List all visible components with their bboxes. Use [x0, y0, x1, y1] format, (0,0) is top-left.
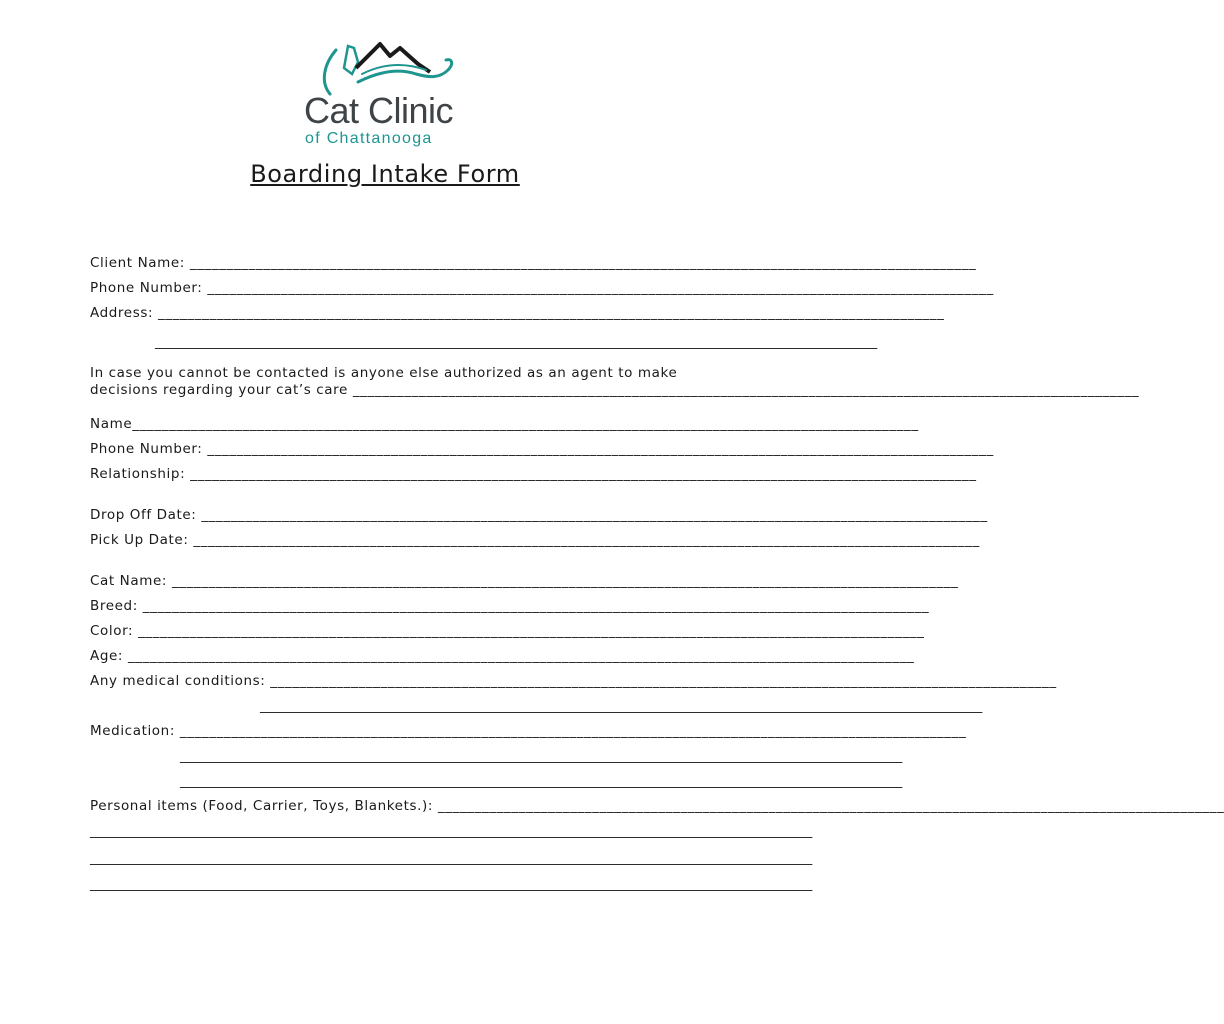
blank-line: ___________________________________________________________________________________________________________ [189, 255, 977, 271]
cat-mountain-logo-icon [318, 38, 458, 98]
age-field[interactable] [90, 647, 915, 665]
color-label: Color: [90, 623, 139, 639]
blank-line: ___________________________________________________________________________________________________________ [207, 441, 994, 457]
blank-line: ___________________________________________________________________________________________________________ [171, 573, 959, 589]
agent-question-line1: In case you cannot be contacted is anyone else authorized as an agent to make [90, 365, 678, 381]
color-field[interactable] [90, 622, 925, 640]
drop-off-date-field[interactable] [90, 506, 988, 524]
medical-conditions-field[interactable] [90, 672, 1057, 690]
blank-line: ___________________________________________________________________________________________________________ [127, 648, 915, 664]
breed-field[interactable] [90, 597, 930, 615]
blank-line: ___________________________________________________________________________________________________________ [179, 723, 967, 739]
blank-line: ___________________________________________________________________________________________________________ [158, 305, 945, 321]
medication-field-line3[interactable] [180, 772, 903, 790]
blank-line: ___________________________________________________________________________________________________________ [90, 850, 813, 866]
medication-field[interactable] [90, 722, 967, 740]
agent-phone-field[interactable] [90, 440, 994, 458]
blank-line: ___________________________________________________________________________________________________________ [180, 748, 903, 764]
personal-items-field-line3[interactable] [90, 849, 813, 867]
cat-name-field[interactable] [90, 572, 959, 590]
medical-conditions-field-line2[interactable] [260, 697, 983, 715]
agent-relationship-label: Relationship: [90, 466, 191, 482]
blank-line: ___________________________________________________________________________________________________________ [270, 673, 1057, 689]
medication-label: Medication: [90, 723, 180, 739]
blank-line: ___________________________________________________________________________________________________________ [132, 416, 919, 432]
blank-line: ___________________________________________________________________________________________________________ [180, 773, 903, 789]
client-phone-label: Phone Number: [90, 280, 208, 296]
medication-field-line2[interactable] [180, 747, 903, 765]
client-address-field-line2[interactable] [155, 333, 878, 351]
blank-line: ___________________________________________________________________________________________________________ [201, 507, 988, 523]
blank-line: ___________________________________________________________________________________________________________ [352, 382, 1140, 398]
logo-location: of Chattanooga [305, 130, 433, 147]
agent-name-label: Name [90, 416, 133, 432]
client-phone-field[interactable] [90, 279, 994, 297]
cat-name-label: Cat Name: [90, 573, 172, 589]
form-title: Boarding Intake Form [250, 160, 520, 188]
blank-line: ___________________________________________________________________________________________________________ [207, 280, 994, 296]
age-label: Age: [90, 648, 128, 664]
blank-line: ___________________________________________________________________________________________________________ [155, 334, 878, 350]
agent-question [90, 364, 677, 382]
pick-up-date-field[interactable] [90, 531, 980, 549]
agent-decisions-field[interactable] [90, 381, 1140, 399]
client-name-label: Client Name: [90, 255, 190, 271]
client-address-field[interactable] [90, 304, 945, 322]
agent-question-line2: decisions regarding your cat’s care [90, 382, 353, 398]
client-name-field[interactable] [90, 254, 977, 272]
agent-name-field[interactable] [90, 415, 919, 433]
blank-line: ___________________________________________________________________________________________________________ [142, 598, 930, 614]
clinic-logo [300, 38, 470, 150]
blank-line: ___________________________________________________________________________________________________________ [90, 876, 813, 892]
agent-relationship-field[interactable] [90, 465, 977, 483]
personal-items-label: Personal items (Food, Carrier, Toys, Blankets.): [90, 798, 438, 814]
pick-up-date-label: Pick Up Date: [90, 532, 194, 548]
personal-items-field-line4[interactable] [90, 875, 813, 893]
blank-line: ___________________________________________________________________________________________________________ [190, 466, 977, 482]
blank-line: ___________________________________________________________________________________________________________ [138, 623, 925, 639]
breed-label: Breed: [90, 598, 143, 614]
blank-line: ___________________________________________________________________________________________________________ [437, 798, 1224, 814]
blank-line: ___________________________________________________________________________________________________________ [90, 823, 813, 839]
blank-line: ___________________________________________________________________________________________________________ [193, 532, 980, 548]
client-address-label: Address: [90, 305, 159, 321]
agent-phone-label: Phone Number: [90, 441, 208, 457]
medical-conditions-label: Any medical conditions: [90, 673, 271, 689]
blank-line: ___________________________________________________________________________________________________________ [260, 698, 983, 714]
personal-items-field[interactable] [90, 797, 1224, 815]
personal-items-field-line2[interactable] [90, 822, 813, 840]
logo-name: Cat Clinic [304, 90, 454, 131]
drop-off-date-label: Drop Off Date: [90, 507, 202, 523]
